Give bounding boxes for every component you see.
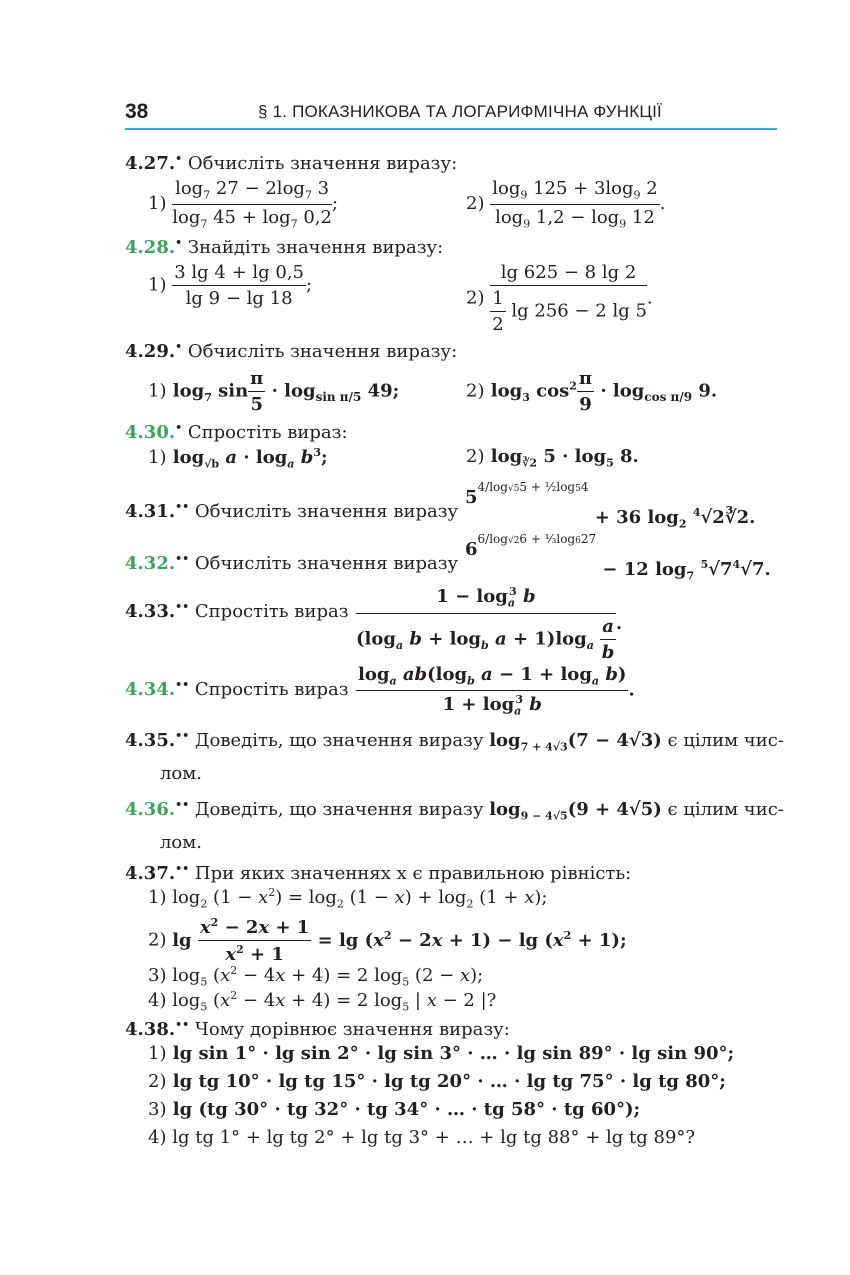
problem-4-30: 4.30.• Спростіть вираз:: [125, 421, 348, 443]
item-4-29-2: 2) $\log_3 \cos^2$ $\frac{\pi}{9}$ · $\log_{cos \pi/9} 9$.: [466, 368, 718, 415]
problem-4-36-cont: лом.: [160, 832, 202, 853]
problem-4-35: 4.35.•• Доведіть, що значення виразу $\log_{7 + 4√3}(7 - 4√3)$ є цілим чис-: [125, 729, 784, 754]
item-4-38-3: 3) lg (tg 30° · tg 32° · tg 34° · … · tg 58° · tg 60°);: [148, 1099, 641, 1120]
problem-number: 4.28.: [125, 237, 176, 258]
problem-4-32: 4.32.•• Обчисліть значення виразу: [125, 552, 459, 574]
problem-text: Знайдіть значення виразу:: [187, 237, 444, 258]
item-4-38-4: 4) lg tg 1° + lg tg 2° + lg tg 3° + … + lg tg 88° + lg tg 89°?: [148, 1127, 696, 1148]
item-4-37-2: 2) lg $\frac{x^2 - 2x + 1}{x^2 + 1}$ = $\lg (x^2 - 2x + 1) - \lg (x^2 + 1)$;: [148, 916, 627, 965]
problem-4-37: 4.37.•• При яких значеннях x є правильною рівність:: [125, 862, 632, 884]
item-4-37-4: 4) $\log_5 (x^2 - 4x + 4) = 2$ $\log_5$ | x − 2 |?: [148, 989, 497, 1014]
problem-4-34: 4.34.•• Спростіть вираз: [125, 678, 349, 700]
item-4-27-2: 2) $\frac{\log_9 125 + 3\log_9 2}{\log_9 1,2 - \log_9 12}$ .: [466, 178, 666, 231]
problem-number: 4.27.: [125, 153, 176, 174]
expr-4-32: $6^{6/log√26 + \frac{1}{3}log627} - 12$ $\log_7 ^5√7^4√7$.: [465, 532, 771, 583]
item-4-37-1: 1) $\log_2 (1 - x^2) = \log_2 (1 - x) + \log_2 (1 + x)$;: [148, 886, 548, 911]
item-4-38-1: 1) lg sin 1° · lg sin 2° · lg sin 3° · … · lg sin 89° · lg sin 90°;: [148, 1043, 735, 1064]
page-number: 38: [125, 100, 149, 123]
item-4-38-2: 2) lg tg 10° · lg tg 15° · lg tg 20° · … · lg tg 75° · lg tg 80°;: [148, 1071, 726, 1092]
fraction: $\frac{\log_7 27 - 2\log_7 3}{\log_7 45 + \log_7 0,2}$: [172, 178, 332, 231]
expr-4-33: $1 - \log_a^3 b$ ($\log_a$ $b + \log_b a + 1)\log_a$ $\frac{a}{b}$ .: [356, 585, 623, 663]
problem-4-27: 4.27.• Обчисліть значення виразу:: [125, 152, 458, 174]
item-4-28-1: 1) $\frac{3 \lg 4 + \lg 0,5}{\lg 9 - \lg 18}$ ;: [148, 262, 313, 309]
expr-4-31: $5^{4/log√55 + \frac{1}{2}log54} + 36$ $\log_2$ $^4$√2∛2.: [465, 480, 756, 531]
problem-4-28: 4.28.• Знайдіть значення виразу:: [125, 236, 444, 258]
problem-4-33: 4.33.•• Спростіть вираз: [125, 600, 349, 622]
fraction: $\frac{\log_9 125 + 3\log_9 2}{\log_9 1,2 - \log_9 12}$: [492, 178, 658, 231]
running-header: § 1. ПОКАЗНИКОВА ТА ЛОГАРИФМІЧНА ФУНКЦІЇ: [258, 102, 662, 121]
item-4-29-1: 1) $\log_7 \sin$ $\frac{\pi}{5}$ · $\log_{sin \pi/5} 49$;: [148, 368, 400, 415]
expr-4-34: $\frac{\log_a ab(\log_b a - 1 + \log_a b)}{1 + \log_a^3 b}$ .: [358, 664, 635, 718]
problem-text: Обчисліть значення виразу:: [187, 153, 458, 174]
item-4-30-2: 2) $\log_{∛2} 5 \cdot \log_5 8$.: [466, 446, 639, 470]
problem-4-38: 4.38.•• Чому дорівнює значення виразу:: [125, 1018, 510, 1040]
item-4-30-1: 1) $\log_{√b} a \cdot \log_a b^3$;: [148, 446, 328, 471]
item-4-37-3: 3) $\log_5 (x^2 - 4x + 4) = 2$ $\log_5 (2 - x)$;: [148, 964, 484, 989]
item-4-28-2: 2) lg 625 − 8 lg 2 $\frac{1}{2}$ lg 256 − 2 lg 5 .: [466, 262, 653, 335]
item-4-27-1: 1) $\frac{\log_7 27 - 2\log_7 3}{\log_7 45 + \log_7 0,2}$ ;: [148, 178, 339, 231]
problem-4-35-cont: лом.: [160, 763, 202, 784]
problem-4-36: 4.36.•• Доведіть, що значення виразу $\log_{9 - 4√5}(9 + 4√5)$ є цілим чис-: [125, 798, 784, 823]
header-rule: [125, 128, 777, 130]
problem-4-29: 4.29.• Обчисліть значення виразу:: [125, 340, 458, 362]
problem-4-31: 4.31.•• Обчисліть значення виразу: [125, 500, 459, 522]
